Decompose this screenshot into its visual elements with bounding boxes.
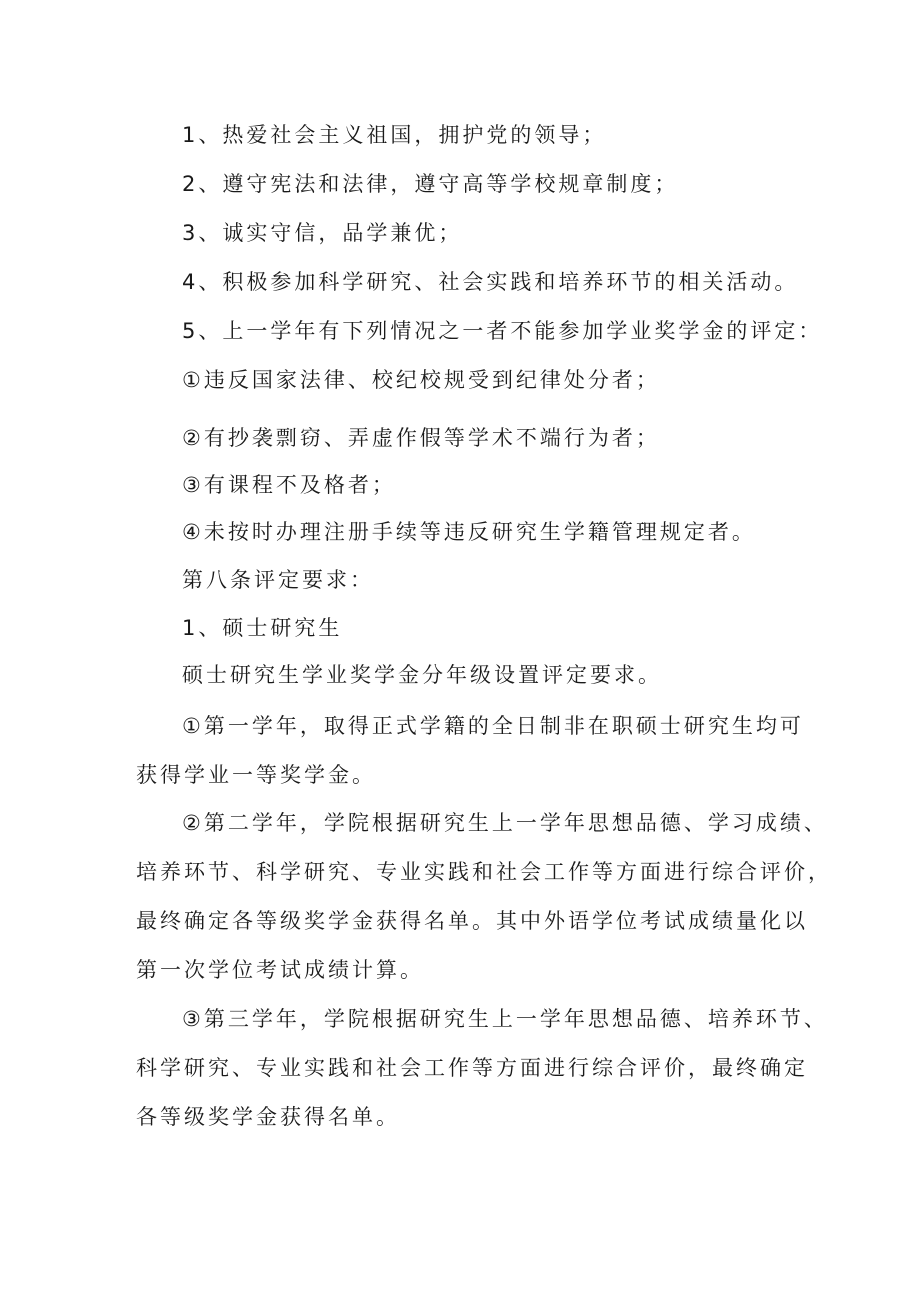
year-3-line-1: ③第三学年，学院根据研究生上一学年思想品德、培养环节、: [182, 1007, 828, 1031]
year-2-line-4: 第一次学位考试成绩计算。: [136, 958, 424, 982]
year-1-line-1: ①第一学年，取得正式学籍的全日制非在职硕士研究生均可: [182, 714, 804, 738]
year-2-line-3: 最终确定各等级奖学金获得名单。其中外语学位考试成绩量化以: [136, 909, 808, 933]
year-2-line-2: 培养环节、科学研究、专业实践和社会工作等方面进行综合评价，: [136, 860, 832, 884]
year-3-line-2: 科学研究、专业实践和社会工作等方面进行综合评价，最终确定: [136, 1056, 808, 1080]
criterion-1: 1、热爱社会主义祖国，拥护党的领导；: [182, 123, 607, 147]
exclusion-1: ①违反国家法律、校纪校规受到纪律处分者；: [182, 368, 660, 392]
exclusion-4: ④未按时办理注册手续等违反研究生学籍管理规定者。: [182, 520, 756, 544]
exclusion-3: ③有课程不及格者；: [182, 473, 396, 497]
year-1-line-2: 获得学业一等奖学金。: [136, 763, 376, 787]
master-intro: 硕士研究生学业奖学金分年级设置评定要求。: [182, 663, 662, 687]
year-3-line-3: 各等级奖学金获得名单。: [136, 1105, 400, 1129]
article-8-heading: 第八条评定要求：: [182, 568, 374, 592]
criterion-3: 3、诚实守信，品学兼优；: [182, 221, 463, 245]
criterion-4: 4、积极参加科学研究、社会实践和培养环节的相关活动。: [182, 270, 799, 294]
criterion-5: 5、上一学年有下列情况之一者不能参加学业奖学金的评定：: [182, 319, 823, 343]
criterion-2: 2、遵守宪法和法律，遵守高等学校规章制度；: [182, 172, 679, 196]
year-2-line-1: ②第二学年，学院根据研究生上一学年思想品德、学习成绩、: [182, 811, 828, 835]
exclusion-2: ②有抄袭剽窃、弄虚作假等学术不端行为者；: [182, 426, 660, 450]
section-master-heading: 1、硕士研究生: [182, 616, 343, 640]
